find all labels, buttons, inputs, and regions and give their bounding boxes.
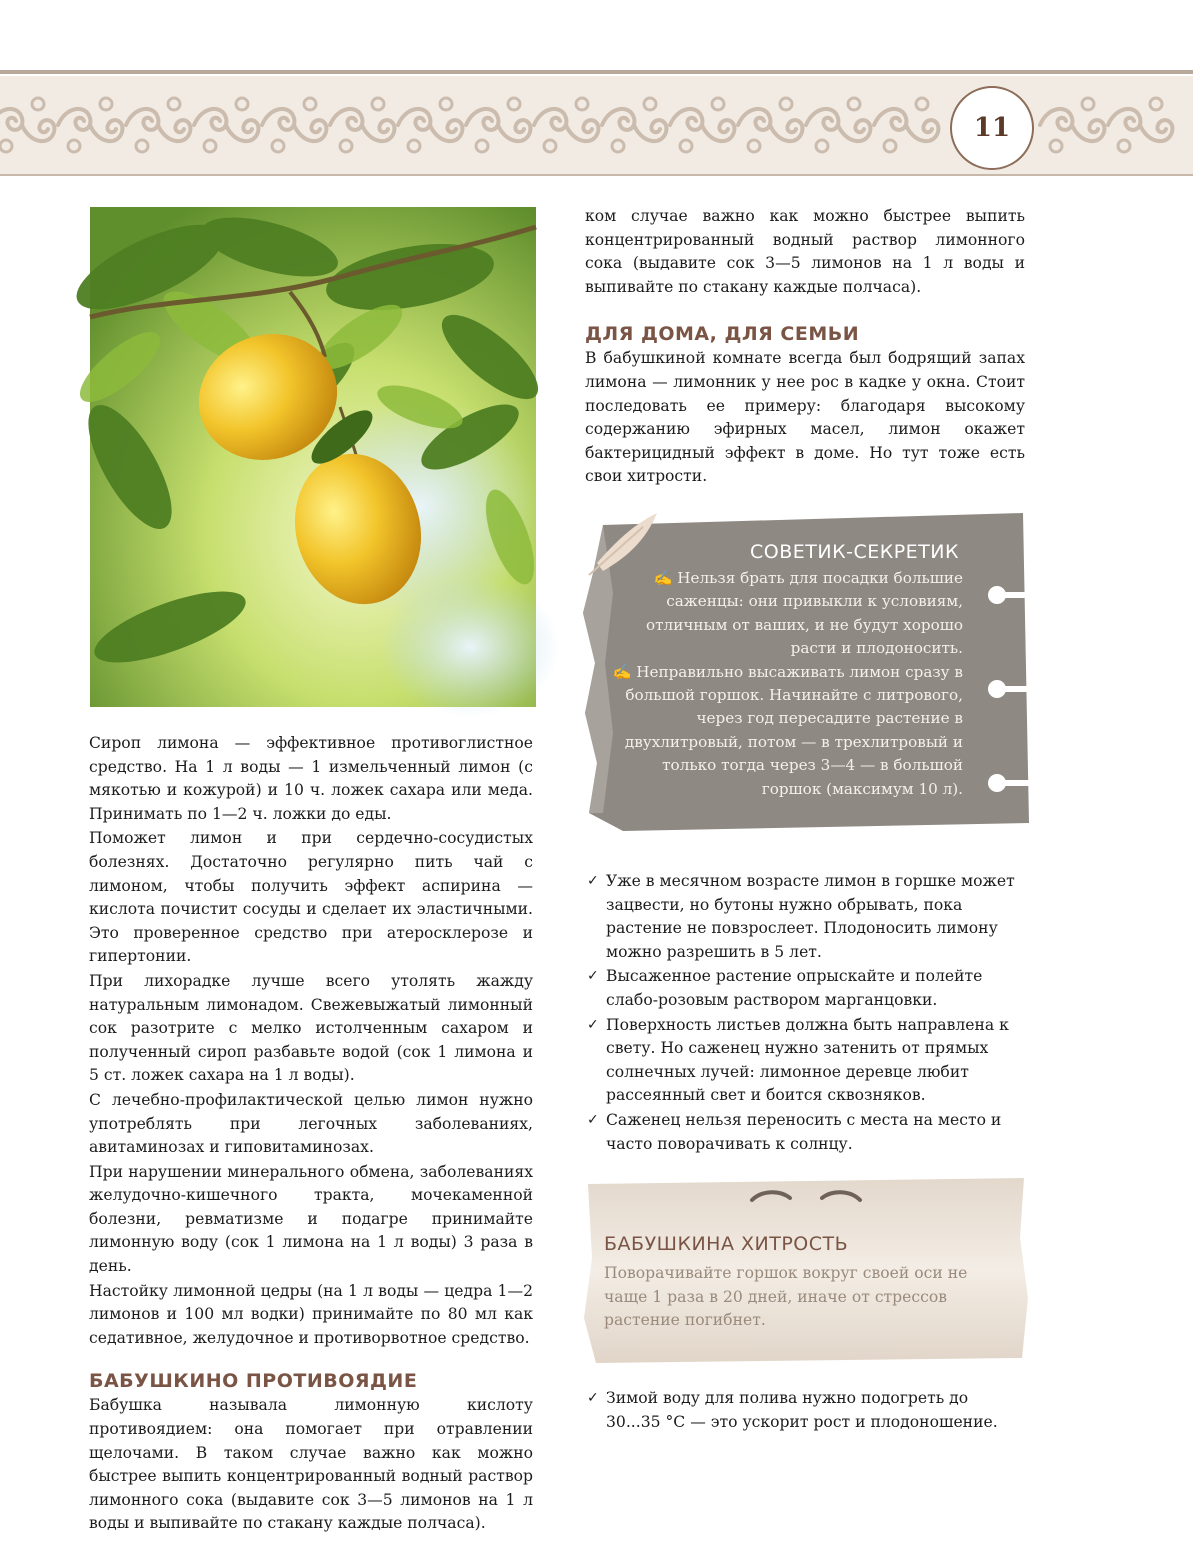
bottom-checklist bbox=[587, 1387, 1027, 1435]
checkmark-icon: ✓ bbox=[587, 1016, 599, 1033]
section-heading-antidote: БАБУШКИНО ПРОТИВОЯДИЕ bbox=[89, 1370, 418, 1393]
home-paragraph: В бабушкиной комнате всегда был бодрящий запах лимона — лимонник у нее рос в кадке у окна. Стоит последовать ее примеру: благодаря высокому содержанию эфирных масел, лимон окажет бактерицидный эффект в доме. Но тут тоже есть свои хитрости. bbox=[585, 349, 1025, 486]
section-heading-home: ДЛЯ ДОМА, ДЛЯ СЕМЬИ bbox=[585, 323, 860, 346]
left-column bbox=[89, 732, 533, 1533]
paragraph: При нарушении минерального обмена, заболеваниях желудочно-кишечного тракта, мочекаменной болезни, ревматизме и подагре принимайте лимонную воду (сок 1 лимона на 1 л воды) 3 раза в день. bbox=[89, 1162, 533, 1276]
antidote-paragraph: Бабушка называла лимонную кислоту противоядием: она помогает при отравлении щелочами. В таком случае важно как можно быстрее выпить концентрированный водный раствор лимонного сока (выдавите сок 3—5 лимонов на 1 л воды и выпивайте по стакану каждые полчаса). bbox=[89, 1396, 533, 1533]
pencil-icon: ✍ bbox=[612, 662, 632, 681]
list-item: ✓ Саженец нельзя переносить с места на место и часто поворачивать к солнцу. bbox=[587, 1110, 1002, 1153]
continued-paragraph: ком случае важно как можно быстрее выпить концентрированный водный раствор лимонного сока (выдавите сок 3—5 лимонов на 1 л воды и выпивайте по стакану каждые полчаса). bbox=[585, 207, 1025, 296]
list-item: ✓ Зимой воду для полива нужно подогреть до 30...35 °С — это ускорит рост и плодоношение. bbox=[587, 1389, 998, 1431]
paragraph: Настойку лимонной цедры (на 1 л воды — цедра 1—2 лимонов и 100 мл водки) принимайте по 80 мл как седативное, желудочное и противорвотное средство. bbox=[89, 1281, 533, 1347]
list-item: ✓ Высаженное растение опрыскайте и полейте слабо-розовым раствором марганцовки. bbox=[587, 967, 983, 1009]
page-number: 11 bbox=[950, 86, 1034, 170]
trick-text: Поворачивайте горшок вокруг своей оси не чаще 1 раза в 20 дней, иначе от стрессов растение погибнет. bbox=[604, 1264, 968, 1330]
checkmark-icon: ✓ bbox=[587, 968, 599, 985]
list-item: ✓ Уже в месячном возрасте лимон в горшке может зацвести, но бутоны нужно обрывать, пока растение не повзрослеет. Плодоносить лимону можно разрешить в 5 лет. bbox=[587, 872, 1015, 961]
paragraph: Сироп лимона — эффективное противоглистное средство. На 1 л воды — 1 измельченный лимон (с мякотью и кожурой) и 10 ч. ложек сахара или меда. Принимать по 1—2 ч. ложки до еды. bbox=[89, 734, 533, 823]
tip-text bbox=[603, 567, 963, 801]
tip-title: СОВЕТИК-СЕКРЕТИК bbox=[750, 541, 959, 563]
list-item: ✓ Поверхность листьев должна быть направлена к свету. Но саженец нужно затенить от прямых солнечных лучей: лимонное деревце любит рассеянный свет и боится сквозняков. bbox=[587, 1015, 1009, 1105]
checkmark-icon: ✓ bbox=[587, 873, 599, 889]
tip-item: ✍ Неправильно высаживать лимон сразу в большой горшок. Начинайте с литрового, через год пересадите растение в двухлитровый, потом — в трехлитровый и только тогда через 3—4 — в большой горшок (максимум 10 л). bbox=[612, 662, 963, 798]
paragraph: При лихорадке лучше всего утолять жажду натуральным лимонадом. Свежевыжатый лимонный сок разотрите с мелко истолченным сахаром и полученный сироп разбавьте водой (сок 1 лимона и 5 ст. ложек сахара на 1 л воды). bbox=[89, 971, 533, 1085]
paragraph: С лечебно-профилактической целью лимон нужно употреблять при легочных заболеваниях, авитаминозах и гиповитаминозах. bbox=[89, 1090, 533, 1157]
right-column bbox=[585, 205, 1025, 490]
tip-box bbox=[583, 513, 1031, 831]
lemon-photo bbox=[90, 207, 536, 707]
header-rule bbox=[0, 70, 1193, 74]
trick-title: БАБУШКИНА ХИТРОСТЬ bbox=[604, 1233, 849, 1255]
pencil-icon: ✍ bbox=[653, 569, 673, 587]
paragraph: Поможет лимон и при сердечно-сосудистых болезнях. Достаточно регулярно пить чай с лимоном, чтобы получить эффект аспирина — кислота почистит сосуды и сделает их эластичными. Это проверенное средство при атеросклерозе и гипертонии. bbox=[89, 829, 533, 966]
trick-box bbox=[584, 1178, 1028, 1363]
care-checklist bbox=[587, 870, 1027, 1157]
checkmark-icon: ✓ bbox=[587, 1390, 599, 1406]
tip-item: ✍ Нельзя брать для посадки большие саженцы: они привыкли к условиям, отличным от ваших, и не будут хорошо расти и плодоносить. bbox=[646, 569, 963, 658]
checkmark-icon: ✓ bbox=[587, 1111, 599, 1128]
